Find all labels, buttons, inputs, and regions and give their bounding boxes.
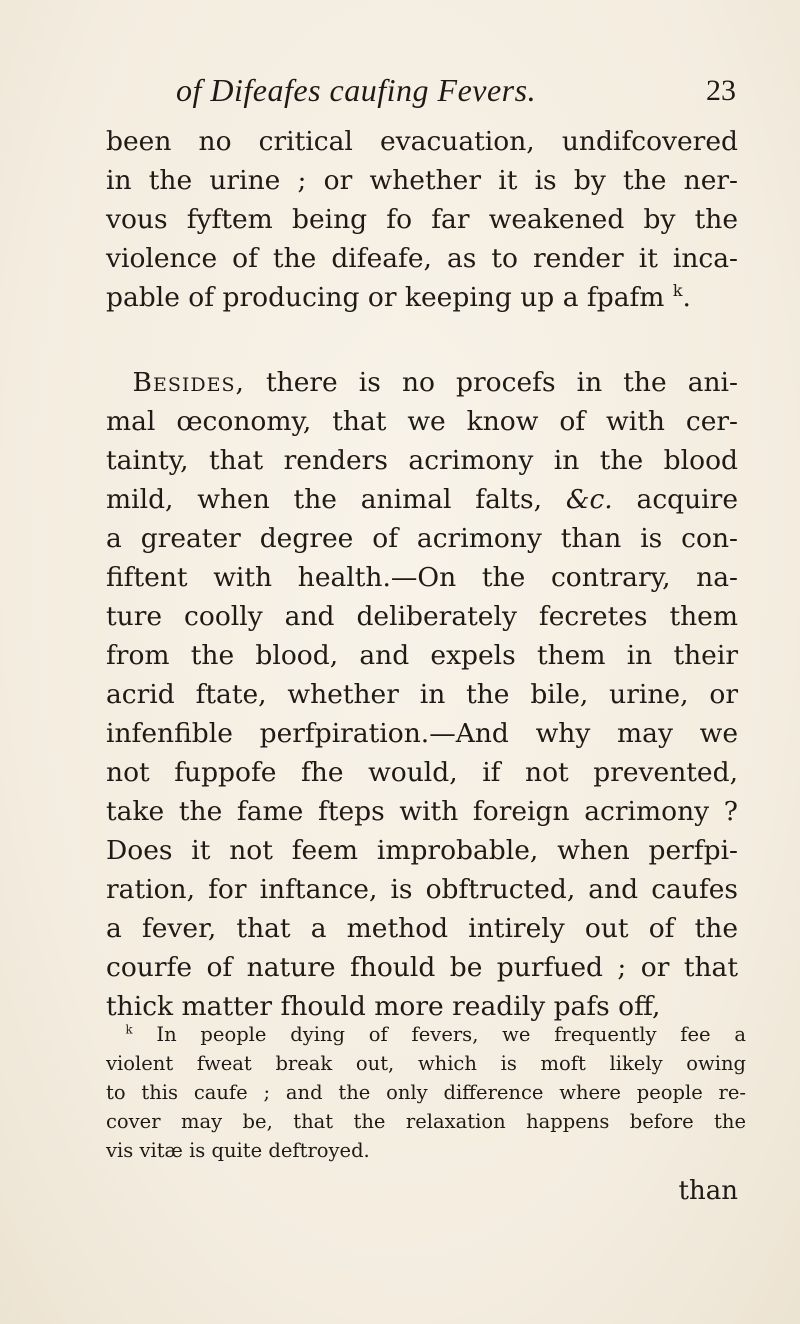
text-segment: there is no procefs in the ani-	[244, 367, 738, 398]
text-line: from the blood, and expels them in their	[106, 640, 738, 671]
text-line: fiftent with health.—On the contrary, na-	[106, 562, 738, 593]
page-number: 23	[706, 74, 736, 107]
footnote-line	[106, 1020, 746, 1049]
text-line: vous fyftem being fo far weakened by the	[106, 204, 738, 235]
footnote-marker: k	[125, 1022, 133, 1037]
running-head: of Difeafes caufing Fevers.	[176, 72, 537, 108]
text-line: not fuppofe fhe would, if not prevented,	[106, 757, 738, 788]
text-line: a fever, that a method intirely out of the	[106, 913, 738, 944]
text-line: been no critical evacuation, undifcovered	[106, 126, 738, 157]
text-line: a greater degree of acrimony than is con-	[106, 523, 738, 554]
text-segment: acquire	[612, 484, 739, 515]
main-text	[106, 122, 738, 1026]
footnote-line: to this caufe ; and the only difference where people re-	[106, 1081, 746, 1104]
text-line: infenfible perfpiration.—And why may we	[106, 718, 738, 749]
page-header	[176, 72, 736, 120]
text-line	[106, 363, 738, 402]
footnote	[106, 1020, 746, 1165]
footnote-reference: k	[672, 281, 683, 301]
footnote-line: violent fweat break out, which is moft likely owing	[106, 1052, 746, 1075]
text-line: ration, for inftance, is obftructed, and caufes	[106, 874, 738, 905]
italic-text: &c.	[565, 484, 613, 515]
text-line: ture coolly and deliberately fecretes them	[106, 601, 738, 632]
catchword: than	[678, 1176, 738, 1206]
text-line: courfe of nature fhould be purfued ; or that	[106, 952, 738, 983]
text-line: violence of the difeafe, as to render it inca-	[106, 243, 738, 274]
text-segment: In people dying of fevers, we frequently fee a	[132, 1023, 746, 1046]
text-line	[106, 278, 738, 317]
text-line: acrid ftate, whether in the bile, urine, or	[106, 679, 738, 710]
text-line: thick matter fhould more readily pafs off,	[106, 991, 661, 1022]
paragraph-gap	[106, 317, 738, 363]
text-segment: pable of producing or keeping up a fpafm	[106, 282, 665, 313]
text-line: in the urine ; or whether it is by the ner-	[106, 165, 738, 196]
text-line	[106, 480, 738, 519]
footnote-line: cover may be, that the relaxation happens before the	[106, 1110, 746, 1133]
text-line: Does it not feem improbable, when perfpi-	[106, 835, 738, 866]
text-line: tainty, that renders acrimony in the blood	[106, 445, 738, 476]
text-line: mal œconomy, that we know of with cer-	[106, 406, 738, 437]
footnote-line: vis vitæ is quite deftroyed.	[106, 1139, 370, 1162]
text-line: take the fame fteps with foreign acrimony ?	[106, 796, 738, 827]
small-caps-lead: Besides,	[132, 367, 245, 398]
text-segment: mild, when the animal falts,	[106, 484, 566, 515]
text-segment: .	[682, 282, 691, 313]
